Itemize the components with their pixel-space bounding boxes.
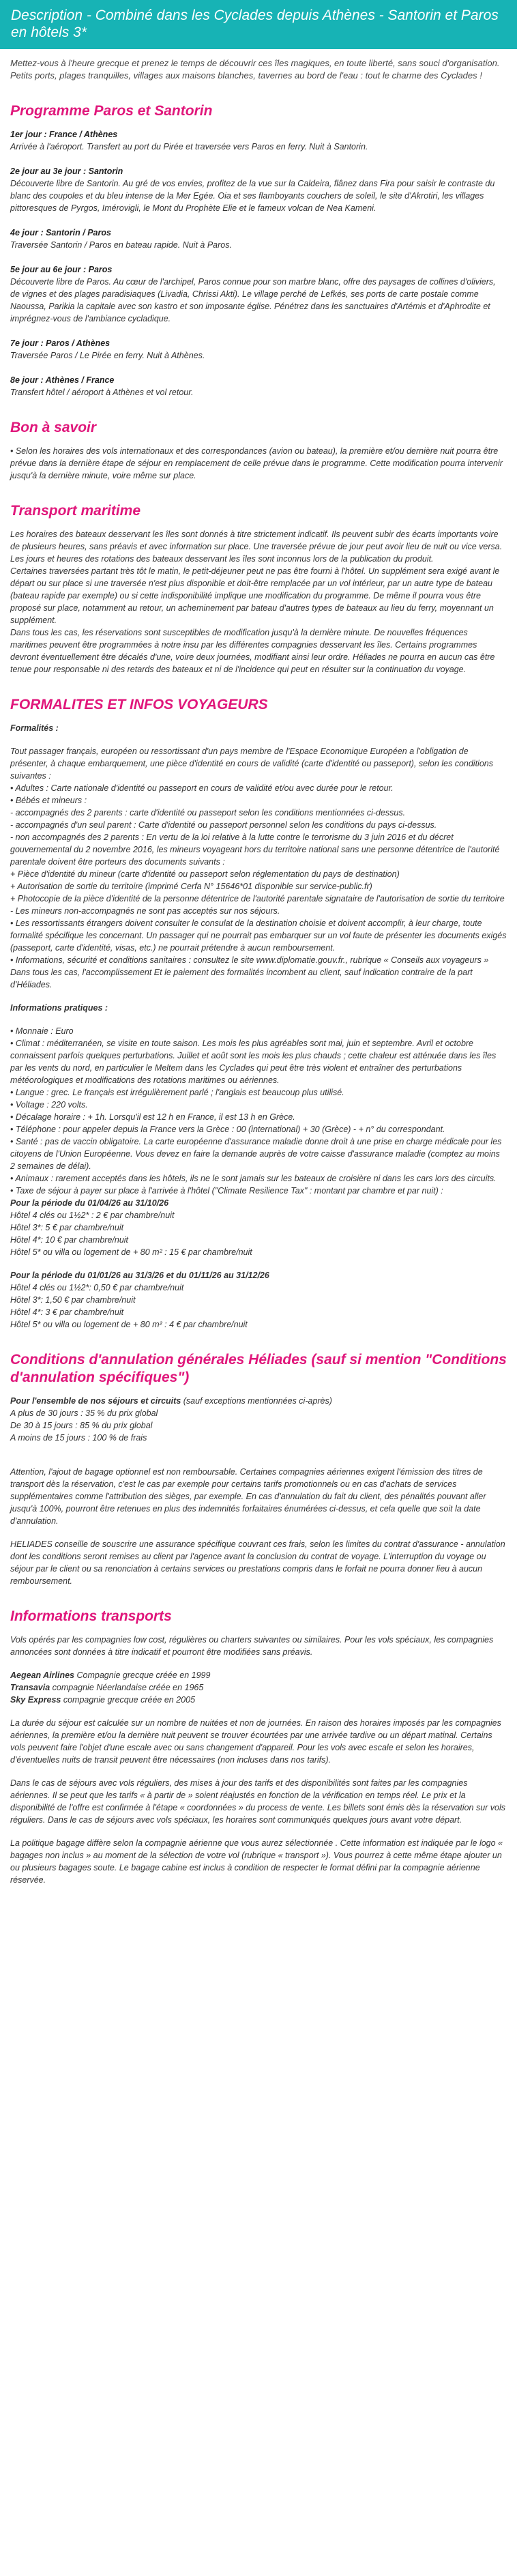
spacer xyxy=(10,1706,507,1717)
day-text: Traversée Paros / Le Pirée en ferry. Nuit à Athènes. xyxy=(10,351,205,360)
annulation-intro-rest: (sauf exceptions mentionnées ci-après) xyxy=(181,1396,332,1406)
tax-line: Hôtel 4 clés ou 1½2* : 2 € par chambre/nuit xyxy=(10,1211,175,1220)
day-1 xyxy=(10,128,507,153)
infos-line: • Voltage : 220 volts. xyxy=(10,1100,88,1110)
transports-paragraph: La politique bagage diffère selon la compagnie aérienne que vous aurez sélectionnée . Cette information est indiquée par le logo « bagages non inclus » au moment de la sélection de votre vol (rubrique « transport »). Vous pourrez à cette même étape ajouter un ou plusieurs bagages soute. Le bagage cabine est inclus à condition de respecter le format défini par la compagnie aérienne réservée. xyxy=(10,1838,503,1885)
day-title: 5e jour au 6e jour : Paros xyxy=(10,265,113,274)
infos-line: • Monnaie : Euro xyxy=(10,1026,74,1036)
company-desc: Compagnie grecque créée en 1999 xyxy=(74,1670,211,1680)
formalites-line: - accompagnés d'un seul parent : Carte d'identité ou passeport personnel selon les conditions du pays ci-dessus. xyxy=(10,820,437,830)
spacer xyxy=(10,1014,507,1025)
program-heading: Programme Paros et Santorin xyxy=(10,103,213,119)
formalites-line: • Adultes : Carte nationale d'identité ou passeport en cours de validité et/ou avec durée pour le retour. xyxy=(10,783,394,793)
day-title: 2e jour au 3e jour : Santorin xyxy=(10,167,123,176)
company-desc: compagnie Néerlandaise créée en 1965 xyxy=(50,1683,204,1692)
tax-line: Hôtel 4*: 3 € par chambre/nuit xyxy=(10,1307,124,1317)
annulation-intro xyxy=(10,1395,507,1407)
day-title: 1er jour : France / Athènes xyxy=(10,130,118,139)
formalites-line: - Les mineurs non-accompagnés ne sont pas acceptés sur nos séjours. xyxy=(10,906,280,916)
company-desc: compagnie grecque créée en 2005 xyxy=(61,1695,196,1705)
day-text: Arrivée à l'aéroport. Transfert au port du Pirée et traversée vers Paros en ferry. Nuit à Santorin. xyxy=(10,142,368,151)
formalites-line: + Pièce d'identité du mineur (carte d'identité ou passeport selon réglementation du pays de destination) xyxy=(10,869,400,879)
formalites-heading: FORMALITES ET INFOS VOYAGEURS xyxy=(10,697,268,712)
tax-line: Hôtel 5* ou villa ou logement de + 80 m² : 15 € par chambre/nuit xyxy=(10,1247,252,1257)
spacer xyxy=(10,1527,507,1538)
annulation-line: A plus de 30 jours : 35 % du prix global xyxy=(10,1408,158,1418)
day-text: Traversée Santorin / Paros en bateau rapide. Nuit à Paros. xyxy=(10,240,232,250)
spacer xyxy=(10,1444,507,1455)
day-3 xyxy=(10,227,507,251)
spacer xyxy=(10,1455,507,1466)
annulation-paragraph: Attention, l'ajout de bagage optionnel est non remboursable. Certaines compagnies aériennes exigent l'émission des titres de transport dès la réservation, c'est le cas par exemple pour certains tarifs promotionnels ou en cas d'achats de services supplémentaires comme l'attribution des sièges, par exemple. En cas d'annulation du fait du client, des pénalités pouvant aller jusqu'à 100%, pourront être retenues en plus des indemnités forfaitaires énumérées ci-dessus, et cela quelle que soit la date d'annulation. xyxy=(10,1467,486,1526)
info-transports-heading: Informations transports xyxy=(10,1608,172,1624)
day-title: 4e jour : Santorin / Paros xyxy=(10,228,111,237)
formalites-line: Dans tous les cas, l'accomplissement Et le paiement des formalités incombent au client, sauf indication contraire de la part d'Héliades. xyxy=(10,968,473,989)
intro-text: Mettez-vous à l'heure grecque et prenez le temps de découvrir ces îles magiques, en toute liberté, sans souci d'organisation. Petits ports, plages tranquilles, villages aux maisons blanches, tavernes au bord de l'eau : tout le charme des Cyclades ! xyxy=(10,58,500,81)
company-name: Aegean Airlines xyxy=(10,1670,75,1680)
annulation-line: A moins de 15 jours : 100 % de frais xyxy=(10,1433,147,1443)
transport-paragraph: Les horaires des bateaux desservant les îles sont donnés à titre strictement indicatif. Ils peuvent subir des écarts importants voire de plusieurs heures, sans préavis et avec information sur place. Une traversée prévue de jour peut avoir lieu de nuit ou vice versa. Les jours et heures des rotations des bateaux desservant les îles sont inconnus lors de la publication du produit. xyxy=(10,530,503,564)
day-2 xyxy=(10,165,507,214)
infos-line: • Taxe de séjour à payer sur place à l'arrivée à l'hôtel ("Climate Resilience Tax" : montant par chambre et par nuit) : xyxy=(10,1186,443,1196)
transports-paragraph: Vols opérés par les compagnies low cost, régulières ou charters suivantes ou similaires. Pour les vols spéciaux, les compagnies annoncées sont données à titre indicatif et pourront être modifiées sans préavis. xyxy=(10,1635,494,1657)
transport-paragraph: Certaines traversées partant très tôt le matin, le petit-déjeuner peut ne pas être fourni à l'hôtel. Un supplément sera exigé avant le départ ou sur place si une traversée n'est plus disponible et doit-être remplacée par un vol intérieur, par un autre type de bateau (bateau rapide par exemple) ou si cette indisponibilité implique une modification du programme. De même il pourra vous être proposé sur place, notamment au retour, un acheminement par bateau d'autres types de bateaux au lieu du ferry, moyennant un supplément. xyxy=(10,566,500,625)
spacer xyxy=(10,991,507,1002)
formalites-line: + Autorisation de sortie du territoire (imprimé Cerfa N° 15646*01 disponible sur service-public.fr) xyxy=(10,882,372,891)
spacer xyxy=(10,1766,507,1777)
spacer xyxy=(10,734,507,745)
transports-paragraph: Dans le cas de séjours avec vols réguliers, des mises à jour des tarifs et des disponibilités sont faites par les compagnies aériennes. Il se peut que les tarifs « à partir de » soient réajustés en fonction de la vérification en temps réel. Le prix et la disponibilité de l'offre est confirmée à l'étape « coordonnées » du process de vente. Les billets sont émis dès la réservation sur vols réguliers. Dans le cas de séjours avec vols spéciaux, les horaires sont communiqués quelques jours avant votre départ. xyxy=(10,1778,506,1825)
formalites-line: Tout passager français, européen ou ressortissant d'un pays membre de l'Espace Economique Européen a l'obligation de présenter, à chaque embarquement, une pièce d'identité en cours de validité (carte d'identité ou passeport), selon les conditions suivantes : xyxy=(10,747,493,781)
infos-line: • Décalage horaire : + 1h. Lorsqu'il est 12 h en France, il est 13 h en Grèce. xyxy=(10,1112,295,1122)
day-6 xyxy=(10,374,507,399)
company-name: Transavia xyxy=(10,1683,50,1692)
tax-line: Hôtel 3*: 1,50 € par chambre/nuit xyxy=(10,1295,136,1305)
tax-line: Hôtel 3*: 5 € par chambre/nuit xyxy=(10,1223,124,1232)
company-name: Sky Express xyxy=(10,1695,61,1705)
day-title: 7e jour : Paros / Athènes xyxy=(10,338,110,348)
annulation-intro-bold: Pour l'ensemble de nos séjours et circuits xyxy=(10,1396,181,1406)
day-title: 8e jour : Athènes / France xyxy=(10,375,115,385)
spacer xyxy=(10,1658,507,1669)
tax-period-2-title: Pour la période du 01/01/26 au 31/3/26 et du 01/11/26 au 31/12/26 xyxy=(10,1271,269,1280)
infos-line: • Animaux : rarement acceptés dans les hôtels, ils ne le sont jamais sur les bateaux de croisière ni dans les cars lors des circuits. xyxy=(10,1174,497,1183)
formalites-line: • Bébés et mineurs : xyxy=(10,796,87,805)
formalites-line: - accompagnés des 2 parents : carte d'identité ou passeport selon les conditions mentionnées ci-dessus. xyxy=(10,808,406,817)
day-4 xyxy=(10,263,507,325)
day-text: Transfert hôtel / aéroport à Athènes et vol retour. xyxy=(10,388,194,397)
tax-period-1-title: Pour la période du 01/04/26 au 31/10/26 xyxy=(10,1198,169,1208)
company-line xyxy=(10,1694,507,1706)
day-text: Découverte libre de Santorin. Au gré de vos envies, profitez de la vue sur la Caldeira, flânez dans Fira pour saisir le contraste du blanc des coupoles et du bleu intense de la Mer Egée. Oia et ses flamboyants couchers de soleil, le site d'Akrotiri, les villages pittoresques de Pyrgos, Imérovigli, le Mont du Prophète Elie et le fameux volcan de Nea Kameni. xyxy=(10,179,495,213)
company-line xyxy=(10,1669,507,1681)
spacer xyxy=(10,1826,507,1837)
formalites-line: - non accompagnés des 2 parents : En vertu de la loi relative à la lutte contre le terrorisme du 3 juin 2016 et du décret gouvernemental du 2 novembre 2016, les mineurs voyageant hors du territoire national sans une personne détentrice de l'autorité parentale doivent être porteurs des documents suivants : xyxy=(10,833,500,867)
annulation-heading: Conditions d'annulation générales Héliades (sauf si mention "Conditions d'annulation spécifiques") xyxy=(10,1352,507,1385)
tax-line: Hôtel 4 clés ou 1½2*: 0,50 € par chambre/nuit xyxy=(10,1283,184,1292)
infos-line: • Climat : méditerranéen, se visite en toute saison. Les mois les plus agréables sont mai, juin et septembre. Avril et octobre connaissent parfois quelques perturbations. Juillet et août sont les mois les plus chauds ; cette chaleur est atténuée dans les îles par les vents du nord, en particulier le Meltem dans les Cyclades qui peut être très violent et entraîner des perturbations météorologiques et modifications des rotations maritimes ou aériennes. xyxy=(10,1039,497,1085)
tax-line: Hôtel 5* ou villa ou logement de + 80 m² : 4 € par chambre/nuit xyxy=(10,1320,248,1329)
infos-line: • Téléphone : pour appeler depuis la France vers la Grèce : 00 (international) + 30 (Grèce) - + n° du correspondant. xyxy=(10,1125,445,1134)
day-5 xyxy=(10,337,507,362)
spacer xyxy=(10,1258,507,1269)
company-line xyxy=(10,1681,507,1694)
formalites-line: • Informations, sécurité et conditions sanitaires : consultez le site www.diplomatie.gouv.fr., rubrique « Conseils aux voyageurs » xyxy=(10,955,489,965)
bon-a-savoir-text: • Selon les horaires des vols internationaux et des correspondances (avion ou bateau), la première et/ou dernière nuit pourra être prévue dans la dernière étape de séjour en remplacement de celle prévue dans le programme. Cette modification pourra intervenir jusqu'à la dernière minute, voire même sur place. xyxy=(10,446,503,480)
infos-line: • Santé : pas de vaccin obligatoire. La carte européenne d'assurance maladie donne droit à une prise en charge médicale pour les citoyens de l'Union Européenne. Vous devez en faire la demande auprès de votre caisse d'assurance maladie (comptez au moins 2 semaines de délai). xyxy=(10,1137,502,1171)
formalites-subtitle: Formalités : xyxy=(10,723,59,733)
annulation-line: De 30 à 15 jours : 85 % du prix global xyxy=(10,1421,153,1430)
program-days xyxy=(10,128,507,399)
formalites-line: + Photocopie de la pièce d'identité de la personne détentrice de l'autorité parentale signataire de l'autorisation de sortie du territoire xyxy=(10,894,505,903)
infos-pratiques-subtitle: Informations pratiques : xyxy=(10,1003,108,1013)
tax-line: Hôtel 4*: 10 € par chambre/nuit xyxy=(10,1235,129,1245)
bon-a-savoir-heading: Bon à savoir xyxy=(10,420,97,435)
day-text: Découverte libre de Paros. Au cœur de l'archipel, Paros connue pour son marbre blanc, offre des paysages de collines d'oliviers, de vignes et des plages paradisiaques (Livadia, Chrissi Akti). Le village perché de Lefkés, ses ports de carte postale comme Naoussa, Parikia la capitale avec son kastro et son imposante église. Pénétrez dans les sanctuaires d'Artémis et d'Aphrodite et imprégnez-vous de l'ambiance cycladique. xyxy=(10,277,496,323)
annulation-paragraph: HELIADES conseille de souscrire une assurance spécifique couvrant ces frais, selon les limites du contrat d'assurance - annulation dont les conditions seront remises au client par l'agence avant la conclusion du contrat de voyage. L'interruption du voyage ou séjour par le client ou sa renonciation à certains services ou prestations compris dans le forfait ne pourra donner lieu à aucun remboursement. xyxy=(10,1539,505,1586)
transport-heading: Transport maritime xyxy=(10,503,141,519)
infos-line: • Langue : grec. Le français est irrégulièrement parlé ; l'anglais est beaucoup plus utilisé. xyxy=(10,1088,344,1097)
transports-paragraph: La durée du séjour est calculée sur un nombre de nuitées et non de journées. En raison des horaires imposés par les compagnies aériennes, la première et/ou la dernière nuit peuvent se trouver écourtées par une arrivée tardive ou un départ matinal. Certains vols peuvent faire l'objet d'une escale avec ou sans changement d'appareil. Pour les vols avec escale et selon les horaires, d'éventuelles nuits de transit peuvent être nécessaires (non incluses dans nos tarifs). xyxy=(10,1718,501,1765)
transport-paragraph: Dans tous les cas, les réservations sont susceptibles de modification jusqu'à la dernière minute. De nouvelles fréquences maritimes peuvent être programmées à notre insu par les différentes compagnies desservant les îles. Certains programmes devront éventuellement être décalés d'une, voire deux journées, modifiant ainsi leur ordre. Héliades ne pourra en aucun cas être tenue pour responsable ni des retards des bateaux et ni de l'incidence qui peut en résulter sur la continuation du voyage. xyxy=(10,628,495,674)
page-title-banner: Description - Combiné dans les Cyclades depuis Athènes - Santorin et Paros en hôtels 3* xyxy=(0,0,517,49)
formalites-line: • Les ressortissants étrangers doivent consulter le consulat de la destination choisie et doivent accomplir, à leur charge, toute formalité spécifique les concernant. Un passager qui ne pourrait pas embarquer sur un vol faute de présenter les documents exigés (passeport, carte d'identité, visas, etc.) ne pourrait prétendre à aucun remboursement. xyxy=(10,918,507,953)
